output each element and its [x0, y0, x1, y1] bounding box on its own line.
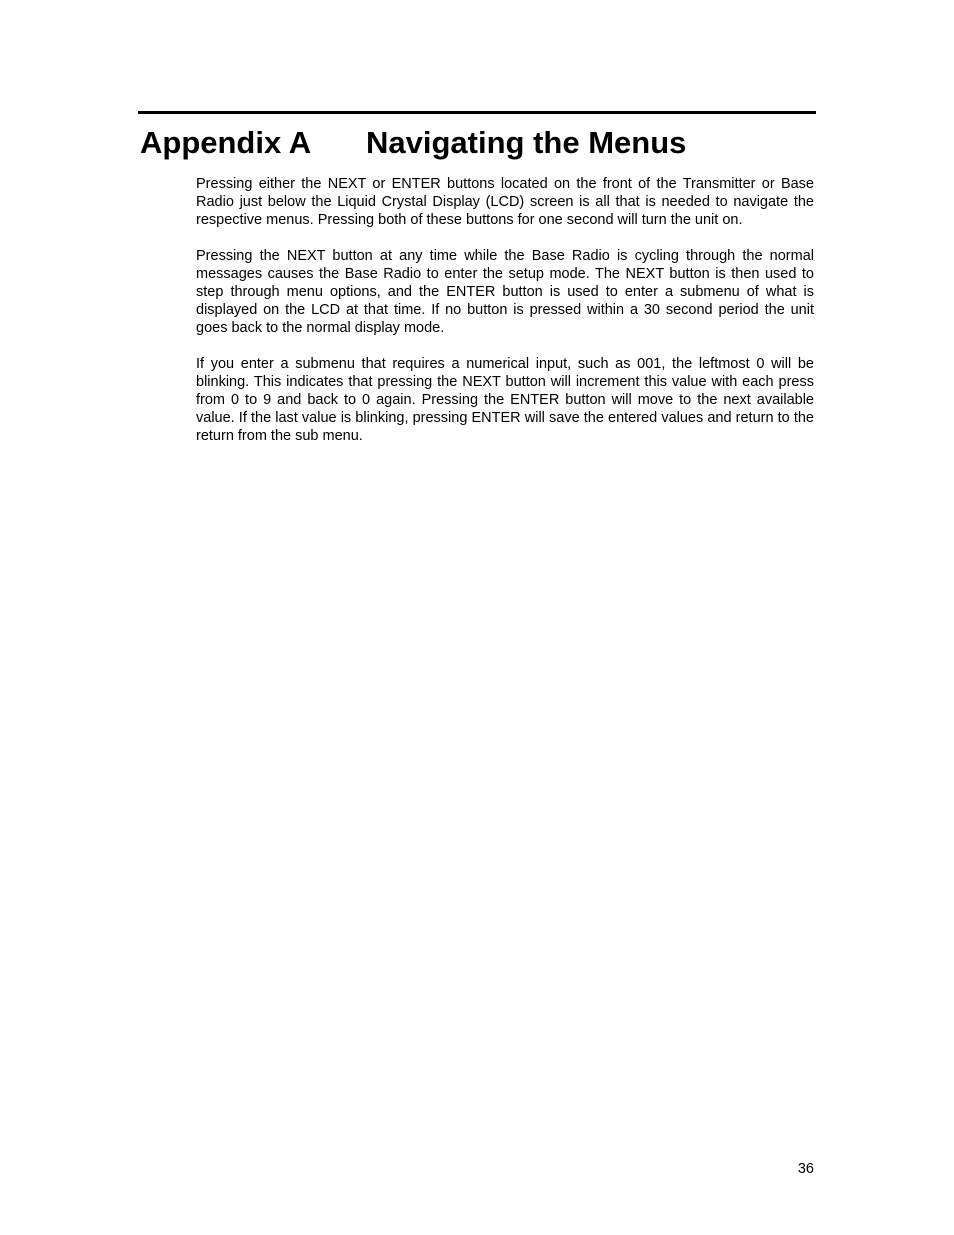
page-number: 36 — [797, 1161, 814, 1177]
paragraph-setup-mode: Pressing the NEXT button at any time while the Base Radio is cycling through the normal messages causes the Base Radio to enter the setup mode. The NEXT button is then used to step through menu options, and the ENTER button is used to enter a submenu of what is displayed on the LCD at that time. If no button is pressed within a 30 second period the unit goes back to the normal display mode. — [196, 248, 814, 336]
appendix-label: Appendix A — [140, 125, 312, 160]
appendix-title: Navigating the Menus — [366, 125, 687, 160]
paragraph-buttons: Pressing either the NEXT or ENTER buttons located on the front of the Transmitter or Base Radio just below the Liquid Crystal Display (LCD) screen is all that is needed to navigate the respective menus. Pressing both of these buttons for one second will turn the unit on. — [196, 176, 814, 228]
appendix-heading — [140, 123, 686, 163]
paragraph-numerical-input: If you enter a submenu that requires a numerical input, such as 001, the leftmost 0 will be blinking. This indicates that pressing the NEXT button will increment this value with each press from 0 to 9 and back to 0 again. Pressing the ENTER button will move to the next available value. If the last value is blinking, pressing ENTER will save the entered values and return to the return from the sub menu. — [196, 356, 814, 444]
body-text — [196, 175, 814, 463]
heading-rule — [138, 111, 816, 114]
